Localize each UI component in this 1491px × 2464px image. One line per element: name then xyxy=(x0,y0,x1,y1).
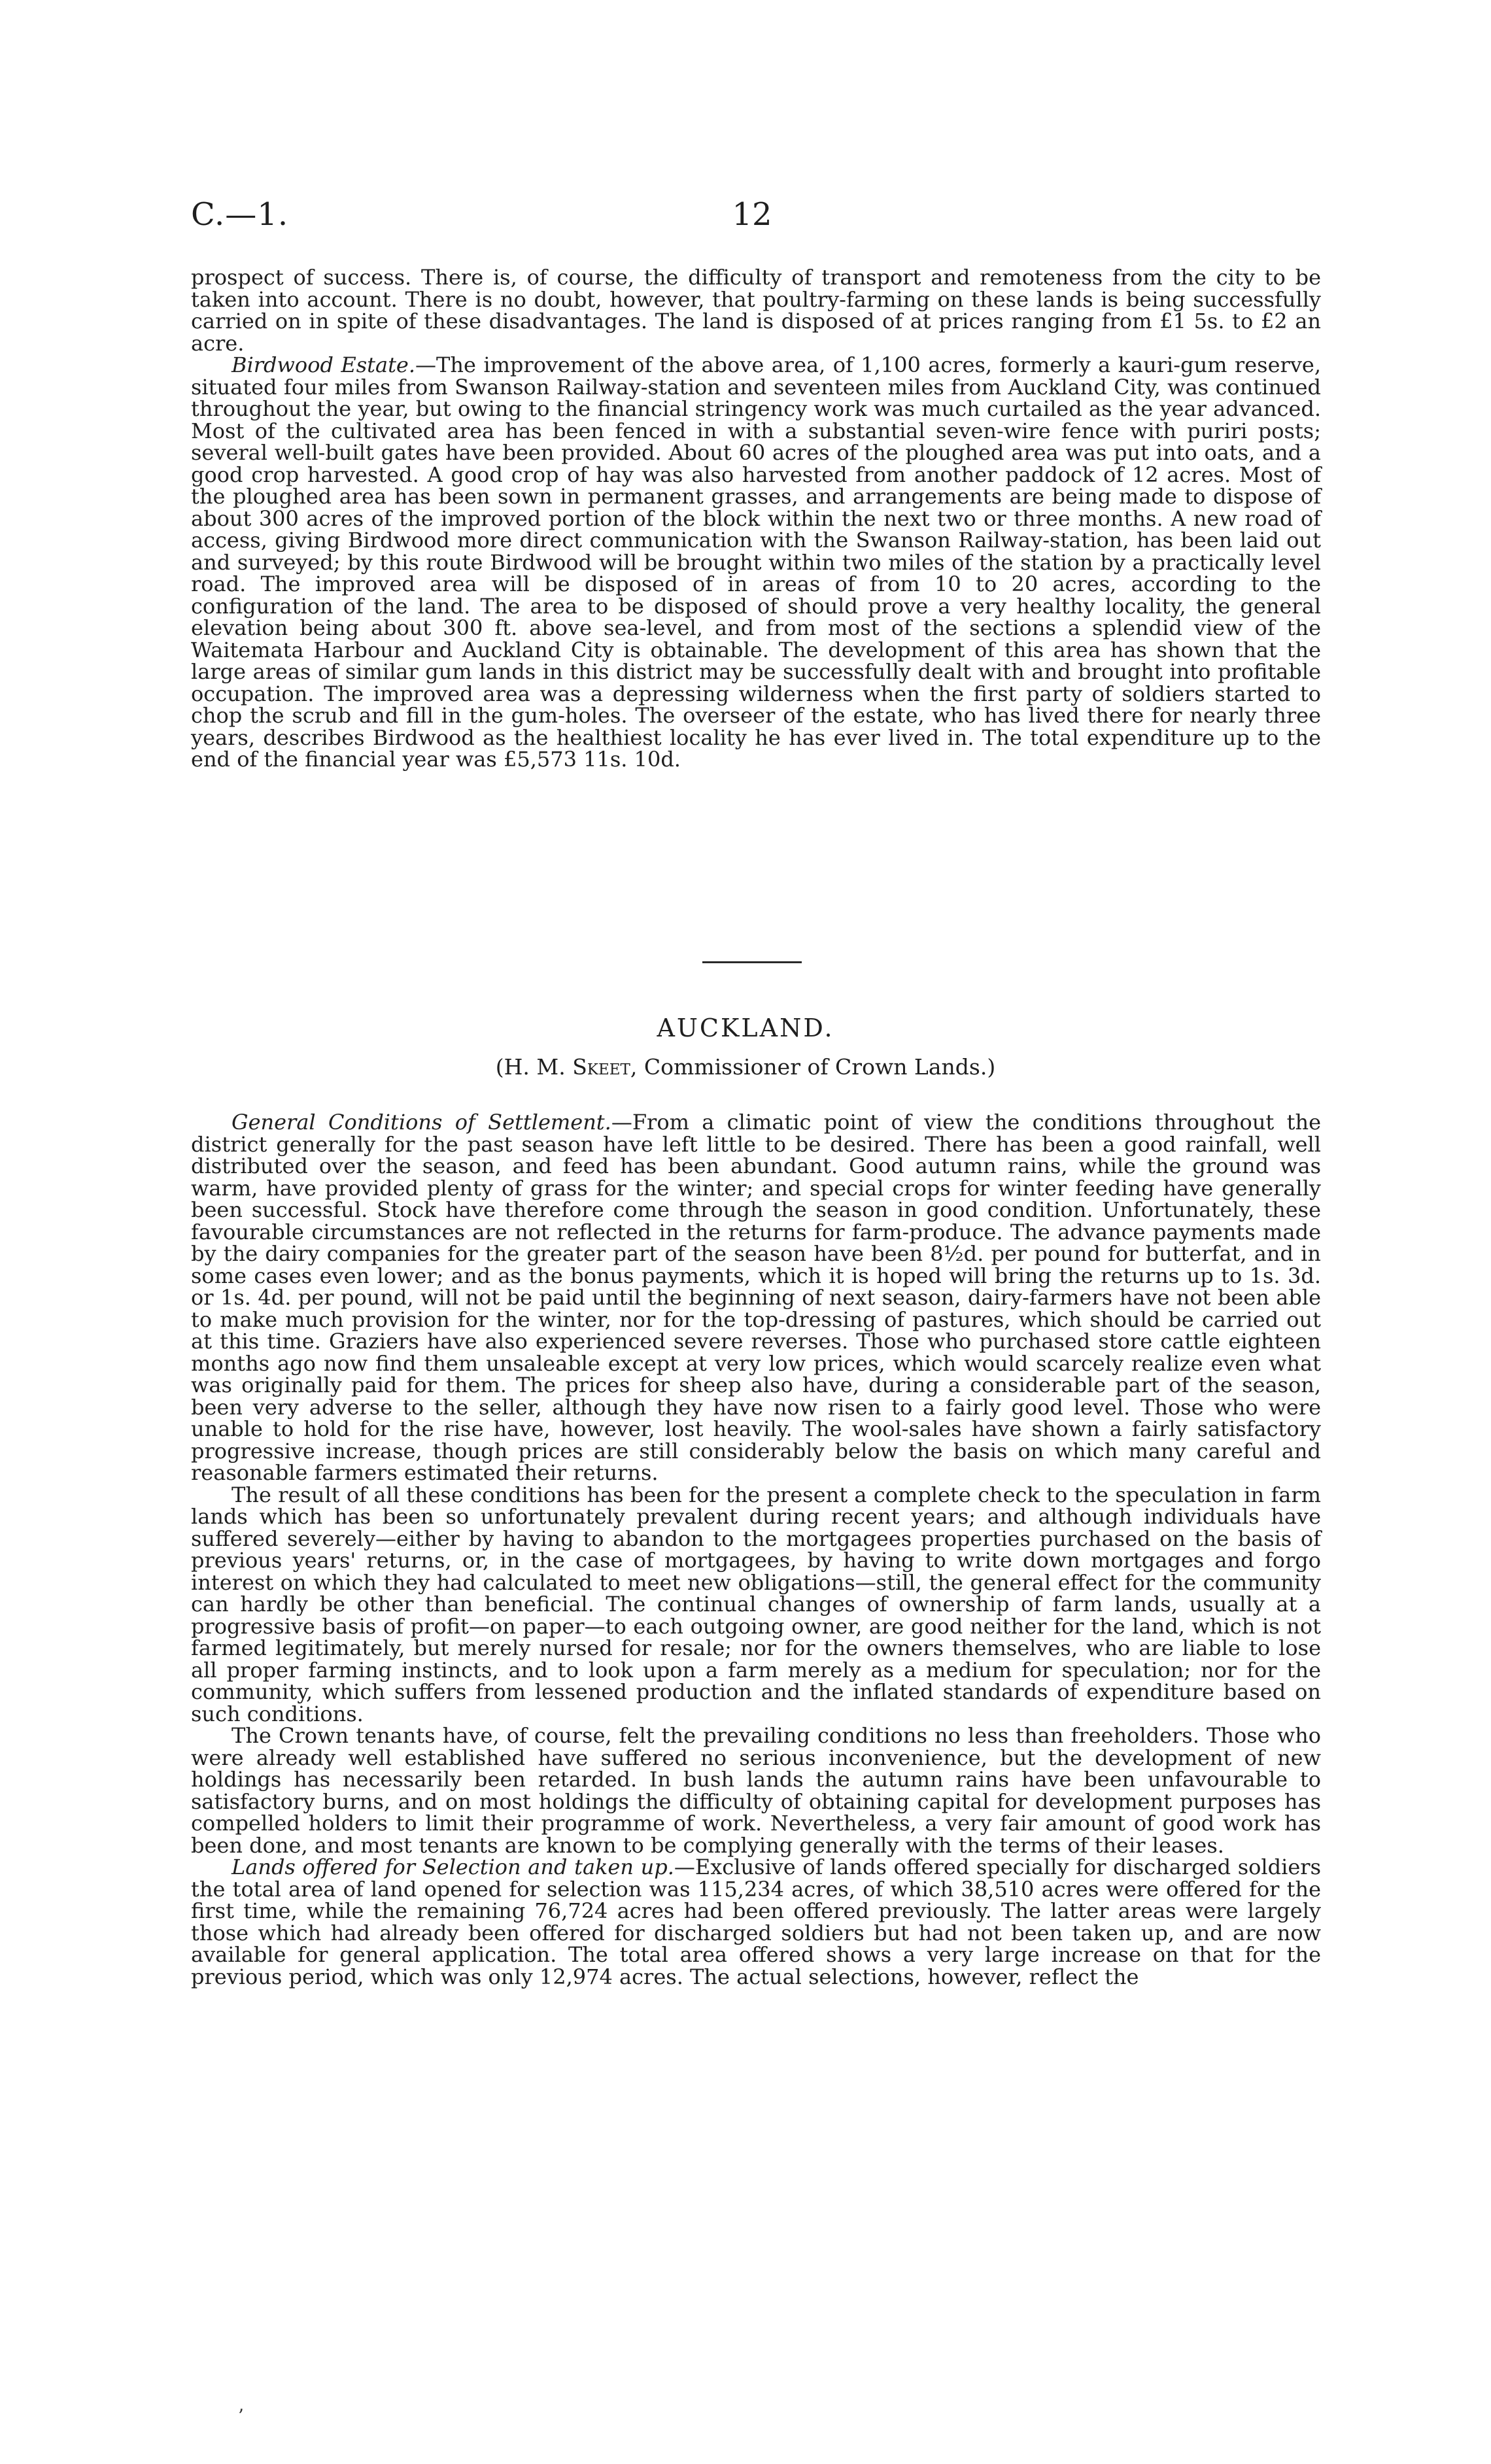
top-text-block xyxy=(191,267,1321,771)
auckland-text-block xyxy=(191,1112,1321,1988)
birdwood-text: —The improvement of the above area, of 1,100 acres, formerly a kauri-gum reserve, situated four miles from Swanson Railway-station and seventeen miles from Auckland City, was continued throughout the year, but owing to the financial stringency work was much curtailed as the year advanced. Most of the cultivated area has been fenced in with a substantial seven-wire fence with puriri posts; several well-built gates have been provided. About 60 acres of the ploughed area was put into oats, and a good crop harvested. A good crop of hay was also harvested from another paddock of 12 acres. Most of the ploughed area has been sown in permanent grasses, and arrangements are being made to dispose of about 300 acres of the improved portion of the block within the next two or three months. A new road of access, giving Birdwood more direct communication with the Swanson Railway-station, has been laid out and surveyed; by this route Birdwood will be brought within two miles of the station by a practically level road. The improved area will be disposed of in areas of from 10 to 20 acres, according to the configuration of the land. The area to be disposed of should prove a very healthy locality, the general elevation being about 300 ft. above sea-level, and from most of the sections a splendid view of the Waitemata Harbour and Auckland City is obtainable. The development of this area has shown that the large areas of similar gum lands in this district may be successfully dealt with and brought into profitable occupation. The improved area was a depressing wilderness when the first party of soldiers started to chop the scrub and fill in the gum-holes. The overseer of the estate, who has lived there for nearly three years, describes Birdwood as the healthiest locality he has ever lived in. The total expenditure up to the end of the financial year was £5,573 11s. 10d. xyxy=(191,352,1322,772)
subtitle-rest: , Commissioner of Crown Lands.) xyxy=(630,1054,996,1080)
section-divider xyxy=(702,961,802,963)
intro-paragraph: prospect of success. There is, of course, the difficulty of transport and remoteness from the city to be taken into account. There is no doubt, however, that poultry-farming on these lands is being successfully carried on in spite of these disadvantages. The land is disposed of at prices ranging from £1 5s. to £2 an acre. xyxy=(191,265,1321,356)
general-conditions-paragraph xyxy=(191,1112,1321,1484)
commissioner-name: Skeet xyxy=(572,1054,630,1080)
birdwood-heading: Birdwood Estate. xyxy=(231,352,416,377)
stray-print-mark: ’ xyxy=(238,2405,244,2427)
section-subtitle xyxy=(0,1054,1491,1080)
birdwood-paragraph xyxy=(191,354,1321,771)
document-reference: C.—1. xyxy=(191,196,289,233)
lands-offered-text: —Exclusive of lands offered specially for discharged soldiers the total area of land opened for selection was 115,234 acres, of which 38,510 acres were offered for the first time, while the remaining 76,724 acres had been offered previously. The latter areas were largely those which had already been offered for discharged soldiers but had not been taken up, and are now available for general application. The total area offered shows a very large increase on that for the previous period, which was only 12,974 acres. The actual selections, however, reflect the xyxy=(191,1855,1322,1989)
page-number: 12 xyxy=(732,196,772,233)
general-conditions-text: —From a climatic point of view the conditions throughout the district generally for the past season have left little to be desired. There has been a good rainfall, well distributed over the season, and feed has been abundant. Good autumn rains, while the ground was warm, have provided plenty of grass for the winter; and special crops for winter feeding have generally been successful. Stock have therefore come through the season in good condition. Unfortunately, these favourable circumstances are not reflected in the returns for farm-produce. The advance payments made by the dairy companies for the greater part of the season have been 8½d. per pound for butterfat, and in some cases even lower; and as the bonus payments, which it is hoped will bring the returns up to 1s. 3d. or 1s. 4d. per pound, will not be paid until the beginning of next season, dairy-farmers have not been able to make much provision for the winter, nor for the top-dressing of pastures, which should be carried out at this time. Graziers have also experienced severe reverses. Those who purchased store cattle eighteen months ago now find them unsaleable except at very low prices, which would scarcely realize even what was originally paid for them. The prices for sheep also have, during a considerable part of the season, been very adverse to the seller, although they have now risen to a fairly good level. Those who were unable to hold for the rise have, however, lost heavily. The wool-sales have shown a fairly satisfactory progressive increase, though prices are still considerably below the basis on which many careful and reasonable farmers estimated their returns. xyxy=(191,1110,1321,1485)
general-conditions-heading: General Conditions of Settlement. xyxy=(231,1110,611,1135)
lands-offered-heading: Lands offered for Selection and taken up. xyxy=(231,1855,674,1879)
crown-tenants-paragraph: The Crown tenants have, of course, felt the prevailing conditions no less than freeholders. Those who were already well established have suffered no serious inconvenience, but the development of new holdings has necessarily been retarded. In bush lands the autumn rains have been unfavourable to satisfactory burns, and on most holdings the difficulty of obtaining capital for development purposes has compelled holders to limit their programme of work. Nevertheless, a very fair amount of good work has been done, and most tenants are known to be complying generally with the terms of their leases. xyxy=(191,1723,1321,1858)
subtitle-open: (H. M. xyxy=(495,1054,573,1080)
section-title: AUCKLAND. xyxy=(657,1014,834,1042)
lands-offered-paragraph xyxy=(191,1857,1321,1988)
speculation-paragraph: The result of all these conditions has been for the present a complete check to the speculation in farm lands which has been so unfortunately prevalent during recent years; and although individuals have suffered severely—either by having to abandon to the mortgagees properties purchased on the basis of previous years' returns, or, in the case of mortgagees, by having to write down mortgages and forgo interest on which they had calculated to meet new obligations—still, the general effect for the community can hardly be other than beneficial. The continual changes of ownership of farm lands, usually at a progressive basis of profit—on paper—to each outgoing owner, are good neither for the land, which is not farmed legitimately, but merely nursed for resale; nor for the owners themselves, who are liable to lose all proper farming instincts, and to look upon a farm merely as a medium for speculation; nor for the community, which suffers from lessened production and the inflated standards of expenditure based on such conditions. xyxy=(191,1482,1321,1726)
